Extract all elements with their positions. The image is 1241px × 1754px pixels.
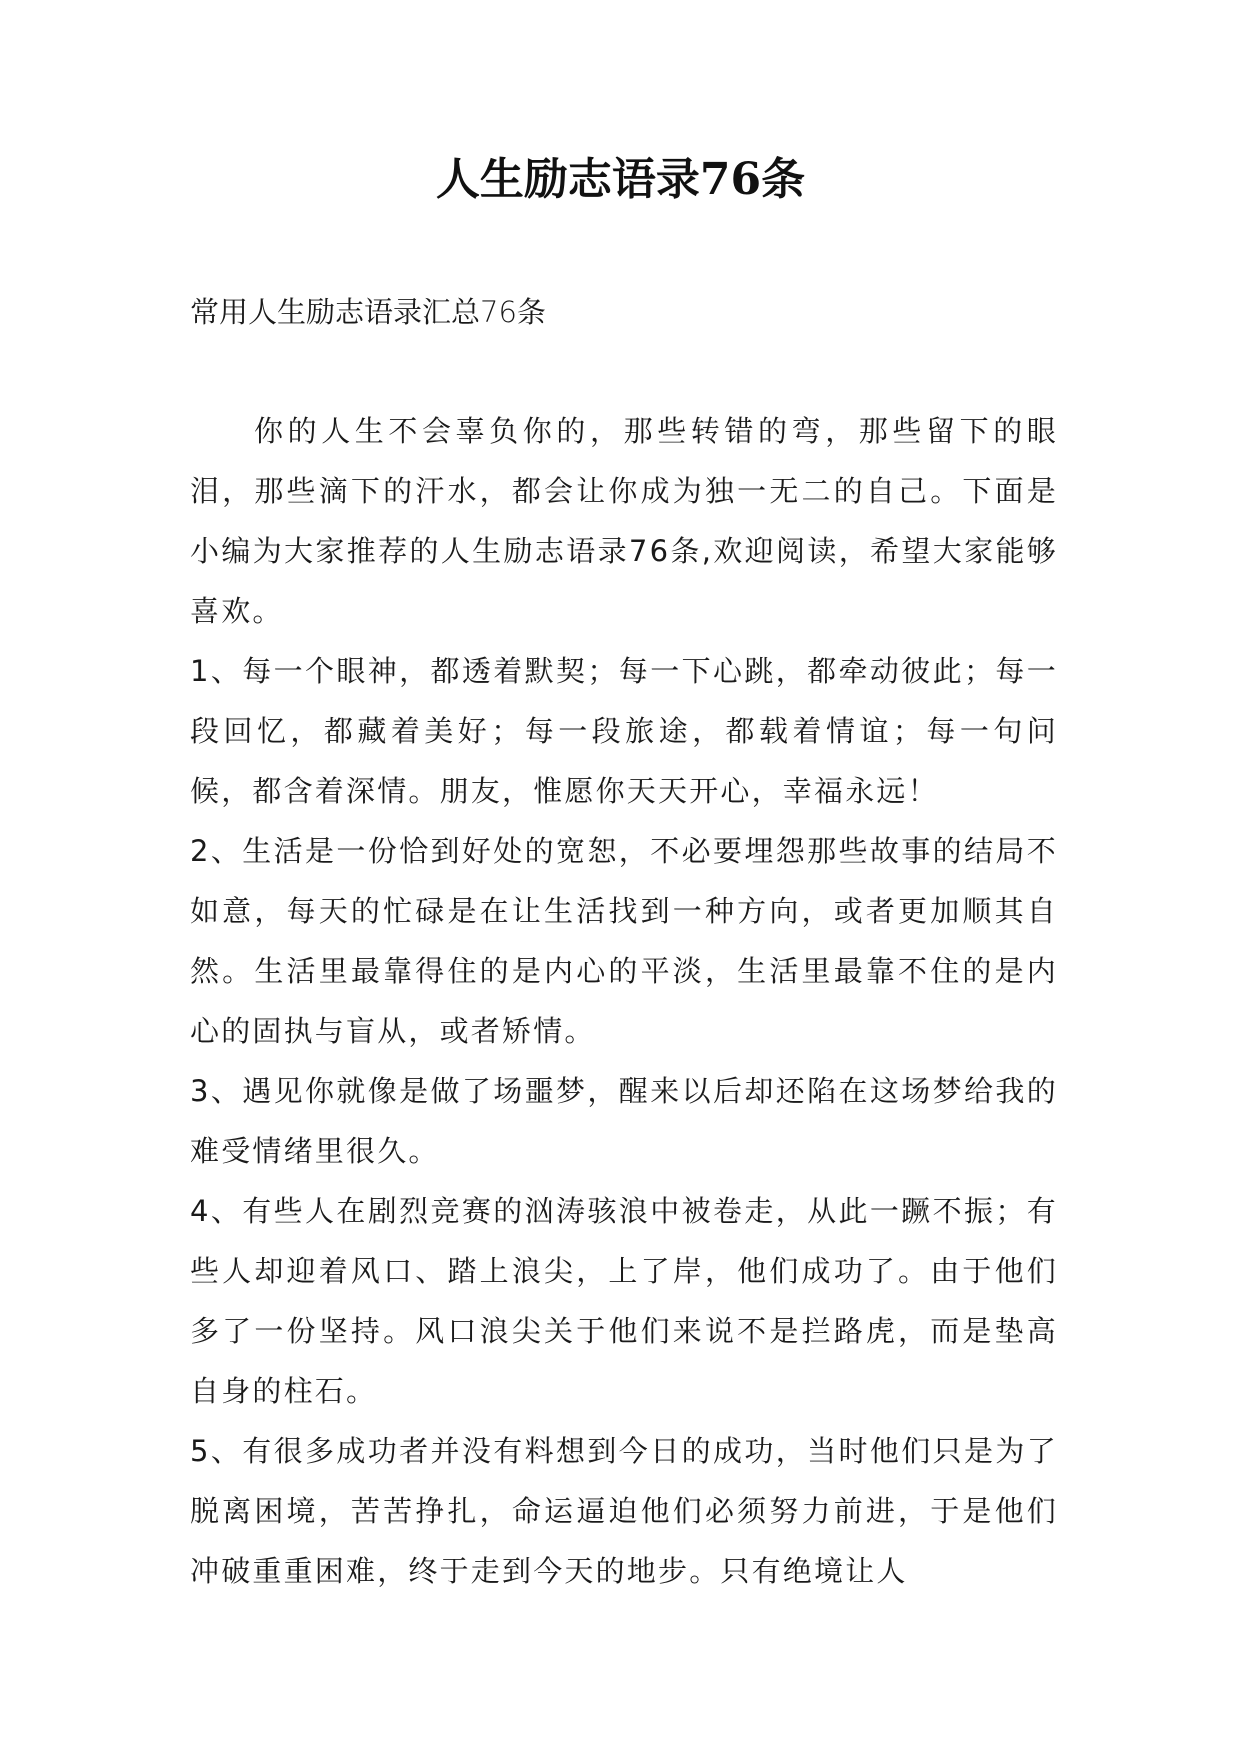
document-subtitle: 常用人生励志语录汇总76条 bbox=[190, 295, 546, 329]
intro-paragraph: 你的人生不会辜负你的，那些转错的弯，那些留下的眼泪，那些滴下的汗水，都会让你成为独一无二的自己。下面是小编为大家推荐的人生励志语录76条,欢迎阅读，希望大家能够喜欢。 bbox=[190, 414, 1058, 628]
document-title: 人生励志语录76条 bbox=[435, 154, 806, 205]
document-body bbox=[190, 401, 1058, 1601]
quote-item-5: 5、有很多成功者并没有料想到今日的成功，当时他们只是为了脱离困境，苦苦挣扎，命运逼迫他们必须努力前进，于是他们冲破重重困难，终于走到今天的地步。只有绝境让人 bbox=[190, 1434, 1058, 1588]
quote-item-2: 2、生活是一份恰到好处的宽恕，不必要埋怨那些故事的结局不如意，每天的忙碌是在让生活找到一种方向，或者更加顺其自然。生活里最靠得住的是内心的平淡，生活里最靠不住的是内心的固执与盲从，或者矫情。 bbox=[190, 834, 1058, 1048]
quote-item-1: 1、每一个眼神，都透着默契；每一下心跳，都牵动彼此；每一段回忆，都藏着美好；每一段旅途，都载着情谊；每一句问候，都含着深情。朋友，惟愿你天天开心，幸福永远！ bbox=[190, 654, 1058, 808]
quote-item-3: 3、遇见你就像是做了场噩梦，醒来以后却还陷在这场梦给我的难受情绪里很久。 bbox=[190, 1074, 1058, 1168]
quote-item-4: 4、有些人在剧烈竞赛的汹涛骇浪中被卷走，从此一蹶不振；有些人却迎着风口、踏上浪尖，上了岸，他们成功了。由于他们多了一份坚持。风口浪尖关于他们来说不是拦路虎，而是垫高自身的柱石。 bbox=[190, 1194, 1058, 1408]
